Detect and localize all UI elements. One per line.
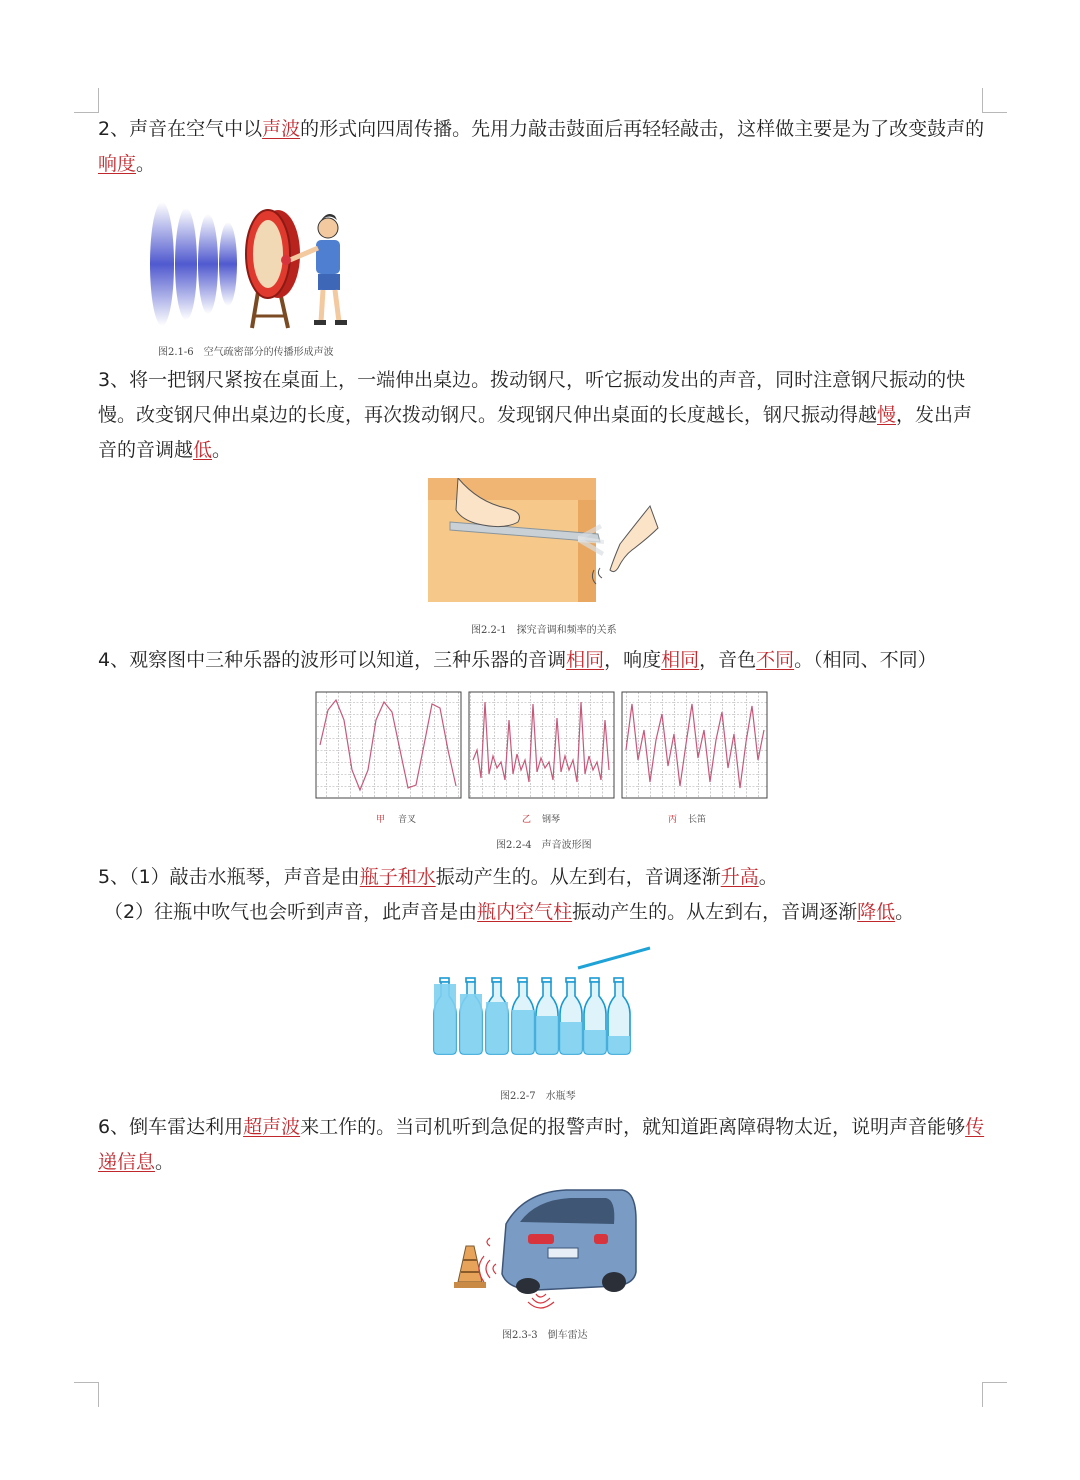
bottle (512, 978, 534, 1054)
question-6: 6、倒车雷达利用超声波来工作的。当司机听到急促的报警声时，就知道距离障碍物太近，说明声音能够传递信息。 (98, 1116, 985, 1173)
bottle (460, 978, 482, 1054)
waveform-panel-piano (469, 692, 614, 798)
question-5-part-1: 5、（1）敲击水瓶琴，声音是由瓶子和水振动产生的。从左到右，音调逐渐升高。 (98, 866, 778, 888)
figure-caption: 图2.2-1 探究音调和频率的关系 (471, 625, 617, 636)
waveform-panel-tuning-fork (316, 692, 461, 798)
waveform-label-tuning-fork: 音叉 (398, 815, 417, 825)
corner-mark-top-right (982, 88, 1007, 113)
waveform-label-flute: 长笛 (688, 815, 707, 825)
question-4: 4、观察图中三种乐器的波形可以知道，三种乐器的音调相同，响度相同，音色不同。（相同、不同） (98, 649, 937, 671)
corner-mark-bottom-right (982, 1382, 1007, 1407)
answer-blank: 传递信息 (98, 1116, 985, 1173)
answer-blank: 相同 (661, 649, 700, 671)
answer-blank: 不同 (756, 649, 795, 671)
bottle (486, 978, 508, 1054)
answer-blank: 升高 (720, 866, 759, 888)
bottle (608, 978, 630, 1054)
answer-blank: 瓶子和水 (359, 866, 436, 888)
reversing-radar-car-figure (446, 1186, 642, 1314)
answer-blank: 低 (193, 439, 213, 461)
answer-blank: 相同 (566, 649, 605, 671)
answer-blank: 慢 (877, 404, 897, 426)
waveform-mark-yi: 乙 (522, 815, 532, 825)
drum-sound-wave-figure (140, 192, 360, 332)
bottle (536, 978, 558, 1054)
question-5-part-2: （2）往瓶中吹气也会听到声音，此声音是由瓶内空气柱振动产生的。从左到右，音调逐渐降低。 (104, 901, 915, 923)
answer-blank: 响度 (98, 153, 137, 175)
figure-caption: 图2.2-4 声音波形图 (496, 840, 592, 851)
bottle (584, 978, 606, 1054)
figure-caption: 图2.1-6 空气疏密部分的传播形成声波 (158, 347, 334, 358)
question-2: 2、声音在空气中以声波的形式向四周传播。先用力敲击鼓面后再轻轻敲击，这样做主要是为了改变鼓声的响度。 (98, 118, 985, 175)
waveform-figure (314, 690, 770, 826)
answer-blank: 瓶内空气柱 (477, 901, 573, 923)
waveform-label-piano: 钢琴 (542, 815, 561, 825)
waveform-mark-jia: 甲 (376, 815, 386, 825)
waveform-mark-bing: 丙 (668, 815, 678, 825)
corner-mark-top-left (74, 88, 99, 113)
bottle (560, 978, 582, 1054)
water-bottle-xylophone-figure (430, 944, 654, 1056)
figure-caption: 图2.2-7 水瓶琴 (500, 1091, 576, 1102)
figure-caption: 图2.3-3 倒车雷达 (502, 1330, 588, 1341)
answer-blank: 降低 (857, 901, 896, 923)
answer-blank: 超声波 (243, 1116, 301, 1138)
corner-mark-bottom-left (74, 1382, 99, 1407)
answer-blank: 声波 (262, 118, 301, 140)
question-3: 3、将一把钢尺紧按在桌面上，一端伸出桌边。拨动钢尺，听它振动发出的声音，同时注意钢尺振动的快慢。改变钢尺伸出桌边的长度，再次拨动钢尺。发现钢尺伸出桌面的长度越长，钢尺振动得越慢，发出声音的音调越低。 (98, 369, 973, 461)
steel-ruler-figure (428, 478, 664, 602)
bottle (434, 978, 456, 1054)
waveform-panel-flute (622, 692, 767, 798)
